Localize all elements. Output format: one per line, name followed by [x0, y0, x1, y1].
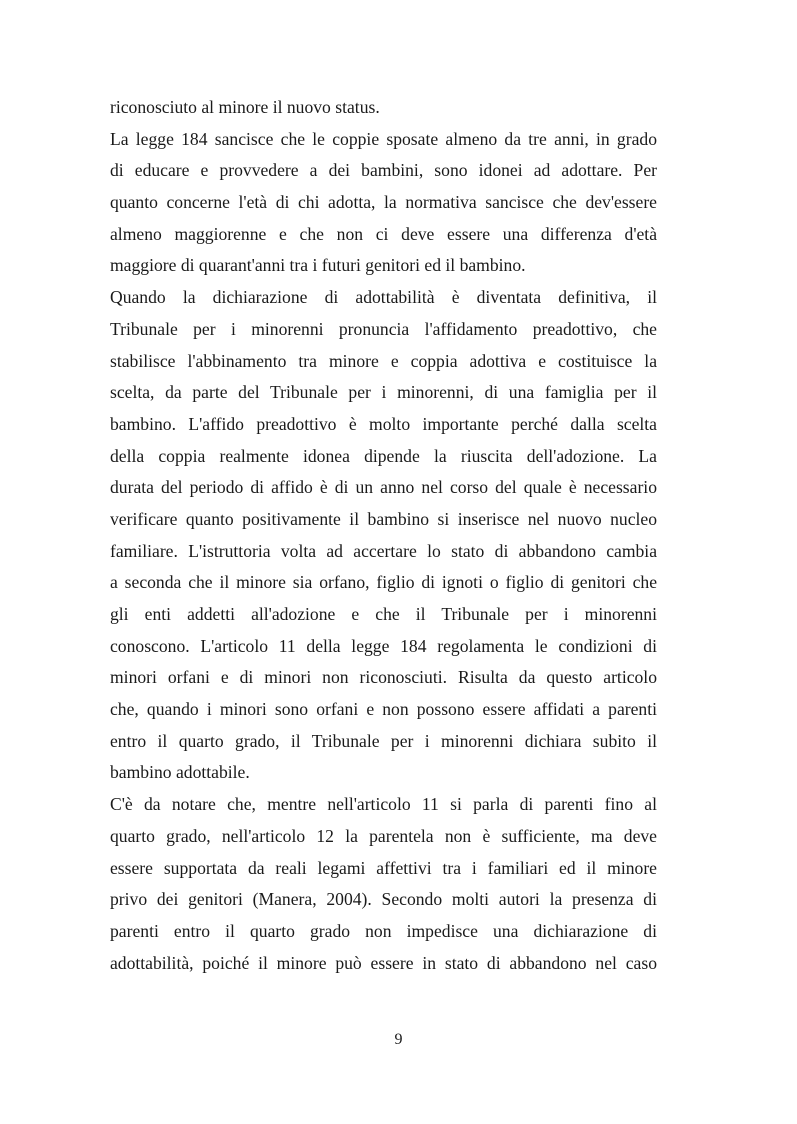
page-number: 9: [394, 1031, 403, 1048]
text-line: minori orfani e di minori non riconosciuti. Risulta da questo articolo: [110, 667, 657, 688]
text-line: bambino. L'affido preadottivo è molto importante perché dalla scelta: [110, 413, 657, 434]
text-line: di educare e provvedere a dei bambini, sono idonei ad adottare. Per: [110, 160, 657, 181]
text-line: della coppia realmente idonea dipende la riuscita dell'adozione. La: [110, 445, 657, 466]
text-line: privo dei genitori (Manera, 2004). Secondo molti autori la presenza di: [110, 889, 657, 910]
text-line: essere supportata da reali legami affettivi tra i familiari ed il minore: [110, 857, 657, 878]
text-line: familiare. L'istruttoria volta ad accertare lo stato di abbandono cambia: [110, 540, 657, 561]
text-line: Tribunale per i minorenni pronuncia l'affidamento preadottivo, che: [110, 318, 657, 339]
text-line: stabilisce l'abbinamento tra minore e coppia adottiva e costituisce la: [110, 350, 657, 371]
text-line: scelta, da parte del Tribunale per i minorenni, di una famiglia per il: [110, 382, 657, 403]
body-text: [110, 92, 657, 979]
text-line: gli enti addetti all'adozione e che il Tribunale per i minorenni: [110, 604, 657, 624]
text-line: adottabilità, poiché il minore può essere in stato di abbandono nel caso: [110, 952, 657, 973]
text-line: maggiore di quarant'anni tra i futuri genitori ed il bambino.: [110, 255, 526, 276]
text-line: quarto grado, nell'articolo 12 la parentela non è sufficiente, ma deve: [110, 825, 657, 846]
text-line: entro il quarto grado, il Tribunale per i minorenni dichiara subito il: [110, 730, 657, 751]
text-line: Quando la dichiarazione di adottabilità è diventata definitiva, il: [110, 287, 657, 308]
text-line: conoscono. L'articolo 11 della legge 184 regolamenta le condizioni di: [110, 635, 657, 656]
text-line: verificare quanto positivamente il bambino si inserisce nel nuovo nucleo: [110, 508, 657, 529]
text-line: che, quando i minori sono orfani e non possono essere affidati a parenti: [110, 699, 657, 720]
text-line: almeno maggiorenne e che non ci deve essere una differenza d'età: [110, 223, 657, 244]
text-line: quanto concerne l'età di chi adotta, la normativa sancisce che dev'essere: [110, 192, 657, 213]
text-line: La legge 184 sancisce che le coppie sposate almeno da tre anni, in grado: [110, 128, 657, 149]
text-line: a seconda che il minore sia orfano, figlio di ignoti o figlio di genitori che: [110, 572, 657, 593]
text-line: durata del periodo di affido è di un anno nel corso del quale è necessario: [110, 477, 657, 498]
text-line: C'è da notare che, mentre nell'articolo 11 si parla di parenti fino al: [110, 794, 657, 815]
text-line: parenti entro il quarto grado non impedisce una dichiarazione di: [110, 920, 657, 941]
text-line: riconosciuto al minore il nuovo status.: [110, 97, 380, 117]
text-line: bambino adottabile.: [110, 762, 250, 783]
